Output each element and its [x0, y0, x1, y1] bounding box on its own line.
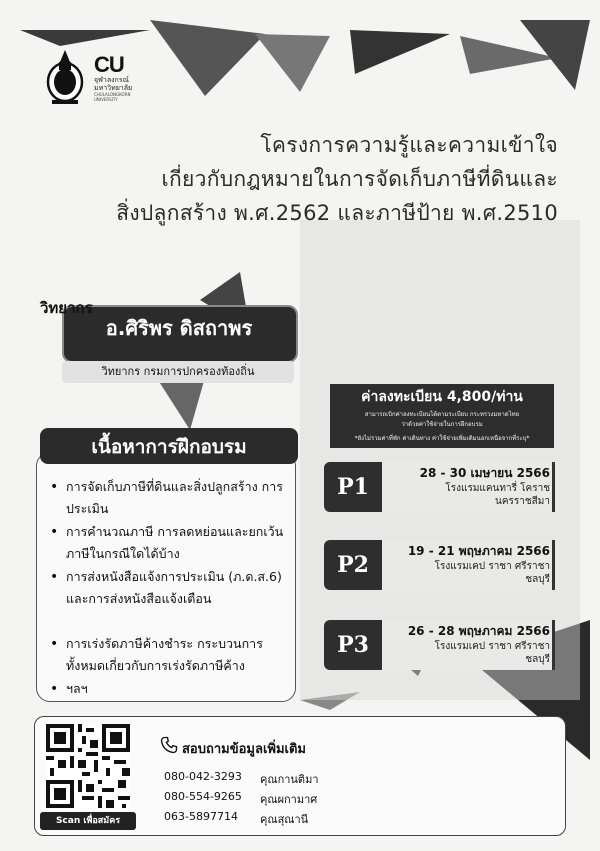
speaker-name: อ.ศิริพร ดิสถาพร — [105, 316, 253, 340]
venue-name: โรงแรมเคป ราชา ศรีราชา — [434, 561, 550, 572]
phone-number[interactable]: 080-042-3293 — [164, 770, 242, 783]
contact-name: คุณกานติมา — [260, 773, 319, 786]
list-item: • การส่งหนังสือแจ้งการประเมิน (ภ.ด.ส.6) และการส่งหนังสือแจ้งเตือน — [48, 566, 288, 632]
list-item: • การคำนวณภาษี การลดหย่อนและยกเว้นภาษีในกรณีใดได้บ้าง — [48, 521, 288, 565]
session-venue — [386, 560, 550, 586]
venue-name: โรงแรมแคนทารี่ โคราช — [445, 483, 550, 494]
phone-number[interactable]: 063-5897714 — [164, 810, 238, 823]
content-title: เนื้อหาการฝึกอบรม — [91, 436, 247, 458]
contact-title: สอบถามข้อมูลเพิ่มเติม — [182, 742, 307, 757]
project-title — [38, 128, 558, 230]
phone-number[interactable]: 080-554-9265 — [164, 790, 242, 803]
session-code: P2 — [324, 540, 382, 590]
scan-to-register-button[interactable]: Scan เพื่อสมัคร — [40, 812, 136, 830]
session-date: 26 - 28 พฤษภาคม 2566 — [407, 624, 550, 638]
title-line-1: โครงการความรู้และความเข้าใจ — [260, 133, 558, 157]
uni-name-en: CHULALONGKORN UNIVERSITY — [94, 92, 131, 102]
venue-province: ชลบุรี — [525, 654, 550, 665]
qr-code[interactable] — [46, 724, 130, 808]
list-item: • การเร่งรัดภาษีค้างชำระ กระบวนการทั้งหมดเกี่ยวกับการเร่งรัดภาษีค้าง — [48, 633, 288, 677]
list-item: • ฯลฯ — [48, 678, 288, 700]
list-item: • การจัดเก็บภาษีที่ดินและสิ่งปลูกสร้าง การประเมิน — [48, 476, 288, 520]
contact-name: คุณผกามาศ — [260, 793, 318, 806]
session-date: 19 - 21 พฤษภาคม 2566 — [407, 544, 550, 558]
speaker-tag: วิทยากร — [40, 299, 93, 317]
fee-title: ค่าลงทะเบียน 4,800/ท่าน — [361, 389, 523, 405]
title-line-3: สิ่งปลูกสร้าง พ.ศ.2562 และภาษีป้าย พ.ศ.2510 — [116, 201, 558, 225]
contact-name: คุณสุณานี — [260, 813, 309, 826]
phone-icon — [160, 736, 178, 754]
topic-list — [48, 476, 288, 701]
session-p1 — [324, 458, 560, 520]
session-code: P3 — [324, 620, 382, 670]
session-venue — [386, 482, 550, 508]
university-logo — [94, 54, 146, 110]
fee-note-1: สามารถเบิกค่าลงทะเบียนได้ตามระเบียบ กระทรวงมหาดไทย — [364, 411, 520, 418]
venue-province: ชลบุรี — [525, 574, 550, 585]
fee-note-2: ว่าด้วยค่าใช้จ่ายในการฝึกอบรม — [401, 421, 483, 428]
uni-mark: CU — [94, 52, 124, 77]
venue-name: โรงแรมเคป ราชา ศรีราชา — [434, 641, 550, 652]
session-date: 28 - 30 เมษายน 2566 — [419, 466, 550, 480]
session-p2 — [324, 536, 560, 598]
session-code: P1 — [324, 462, 382, 512]
speaker-role: วิทยากร กรมการปกครองท้องถิ่น — [62, 361, 294, 383]
session-p3 — [324, 616, 560, 678]
uni-name-th: จุฬาลงกรณ์ มหาวิทยาลัย — [94, 76, 133, 92]
chulalongkorn-seal-logo — [42, 48, 88, 106]
title-line-2: เกี่ยวกับกฎหมายในการจัดเก็บภาษีที่ดินและ — [161, 167, 558, 191]
fee-note-3: *ยังไม่รวมค่าที่พัก ค่าเดินทาง ค่าใช้จ่ายเพิ่มเติมนอกเหนือจากที่ระบุ* — [354, 435, 530, 442]
venue-province: นครราชสีมา — [495, 496, 550, 507]
session-venue — [386, 640, 550, 666]
